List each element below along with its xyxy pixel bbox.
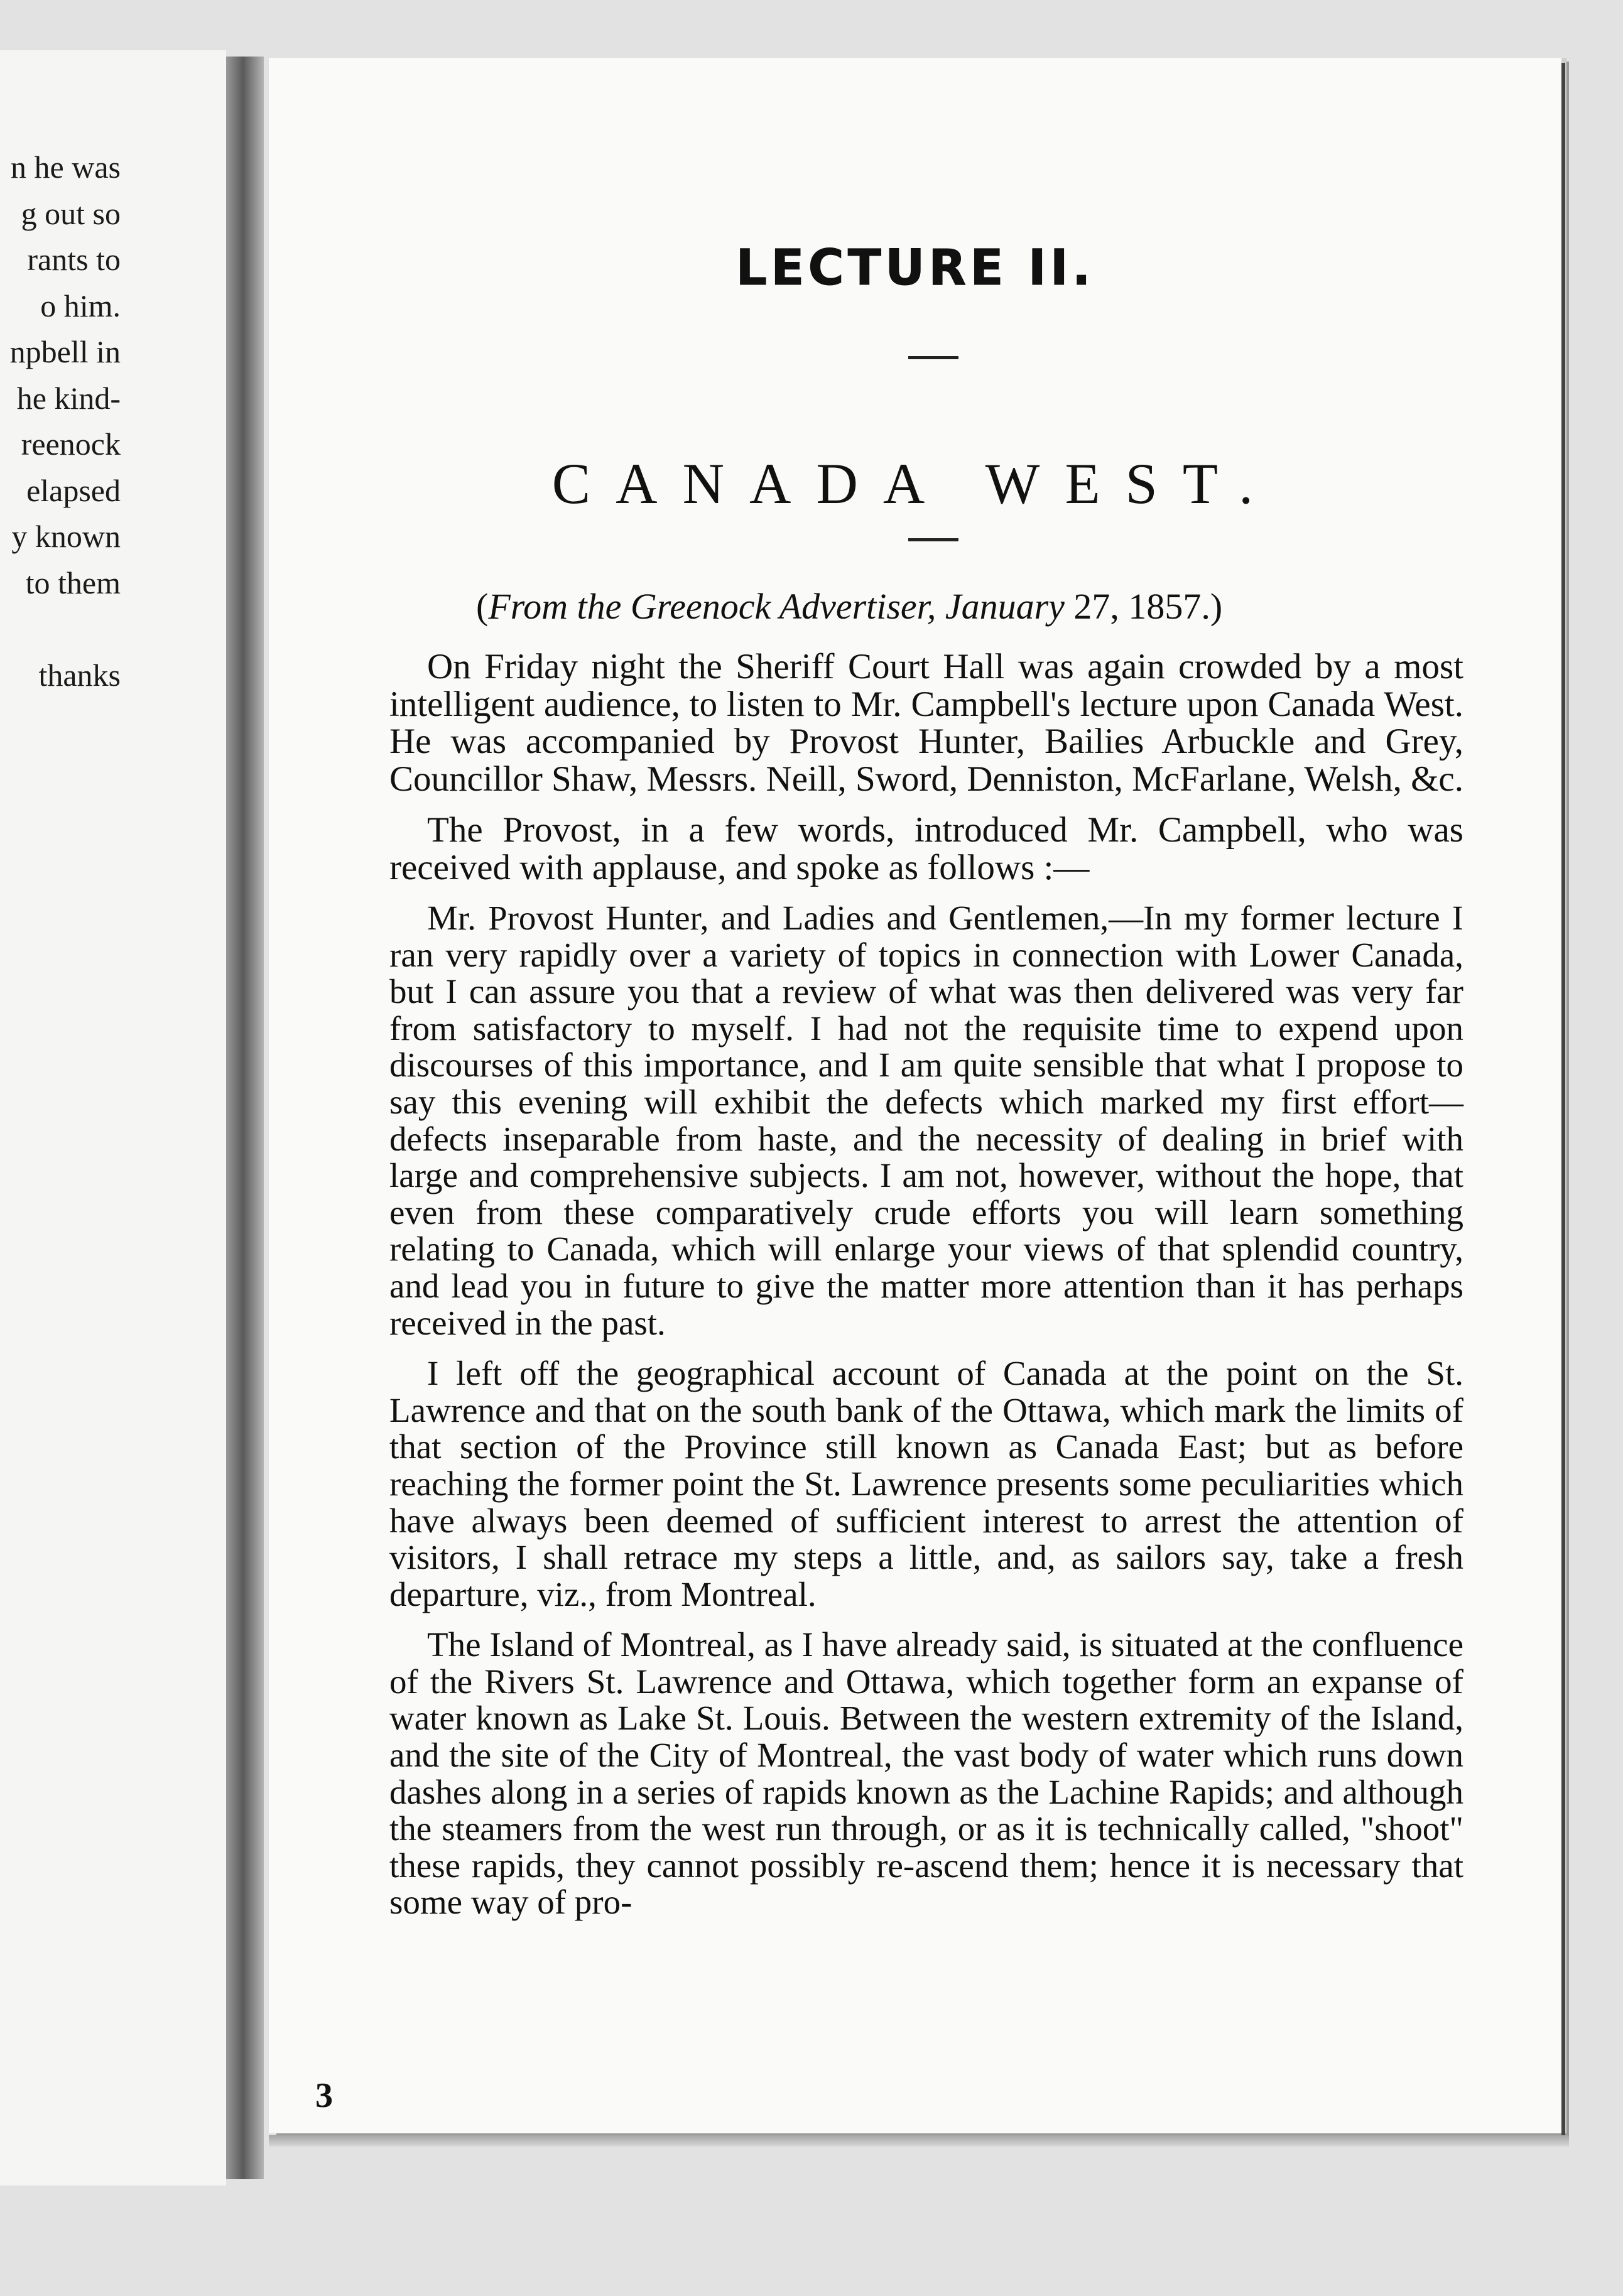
left-line: elapsed — [26, 472, 121, 508]
page-title: CANADA WEST. — [551, 452, 1279, 516]
source-date: 27, 1857. — [1064, 586, 1210, 627]
paragraph: The Provost, in a few words, introduced Mr. Campbell, who was received with applause, and spoke as follows :— — [389, 810, 1463, 887]
left-facing-page — [0, 50, 226, 2185]
book-gutter — [226, 57, 264, 2179]
lecture-heading: LECTURE II. — [736, 240, 1095, 296]
left-line: he kind- — [16, 380, 121, 416]
source-italic: From the Greenock Advertiser, January — [488, 586, 1065, 627]
paragraph: Mr. Provost Hunter, and Ladies and Gentlemen,—In my former lecture I ran very rapidly over a variety of topics in connection with Lower Canada, but I can assure you that a review of what was then delivered was very far from satisfactory to myself. I had not the requisite time to expend upon discourses of this importance, and I am quite sensible that what I propose to say this evening will exhibit the defects which marked my first effort—defects inseparable from haste, and the necessity of dealing in brief with large and comprehensive subjects. I am not, however, without the hope, that even from these comparatively crude efforts you will learn something relating to Canada, which will enlarge your views of that splendid country, and lead you in future to give the matter more attention than it has perhaps received in the past. — [389, 899, 1463, 1342]
source-close-paren: ) — [1210, 586, 1223, 627]
paragraph: I left off the geographical account of Canada at the point on the St. Lawrence and that on the south bank of the Ottawa, which mark the limits of that section of the Province still known as Canada East; but as before reaching the former point the St. Lawrence presents some peculiarities which have always been deemed of sufficient interest to arrest the attention of visitors, I shall retrace my steps a little, and, as sailors say, take a fresh departure, viz., from Montreal. — [389, 1354, 1463, 1613]
article-body — [389, 648, 1463, 1935]
page-number: 3 — [315, 2076, 333, 2115]
left-line: rants to — [27, 242, 121, 277]
left-line: thanks — [38, 657, 121, 693]
left-line-gap — [0, 606, 121, 653]
paragraph: The Island of Montreal, as I have already said, is situated at the confluence of the Rivers St. Lawrence and Ottawa, which together form an expanse of water known as Lake St. Louis. Between the western extremity of the Island, and the site of the City of Montreal, the vast body of water which runs down dashes along in a series of rapids known as the Lachine Rapids; and although the steamers from the west run through, or as it is technically called, "shoot" these rapids, they cannot possibly re-ascend them; hence it is necessary that some way of pro- — [389, 1625, 1463, 1922]
left-line: o him. — [40, 288, 121, 323]
divider-rule — [908, 538, 958, 541]
left-line: y known — [11, 519, 121, 554]
source-line — [476, 585, 1222, 627]
left-line: reenock — [21, 426, 121, 462]
page-edge — [1561, 63, 1565, 2135]
left-line: npbell in — [9, 334, 121, 369]
paragraph: On Friday night the Sheriff Court Hall was again crowded by a most intelligent audience, to listen to Mr. Campbell's lecture upon Canada West. He was accompanied by Provost Hunter, Bailies Arbuckle and Grey, Councillor Shaw, Messrs. Neill, Sword, Denniston, McFarlane, Welsh, &c. — [389, 647, 1463, 799]
divider-rule — [908, 356, 958, 359]
page-bottom-shadow — [269, 2135, 1569, 2147]
left-line: g out so — [21, 195, 121, 231]
left-line: to them — [25, 565, 121, 600]
left-line: n he was — [11, 149, 121, 185]
source-open-paren: ( — [476, 586, 489, 627]
left-page-text — [0, 144, 121, 698]
right-page — [269, 58, 1561, 2133]
